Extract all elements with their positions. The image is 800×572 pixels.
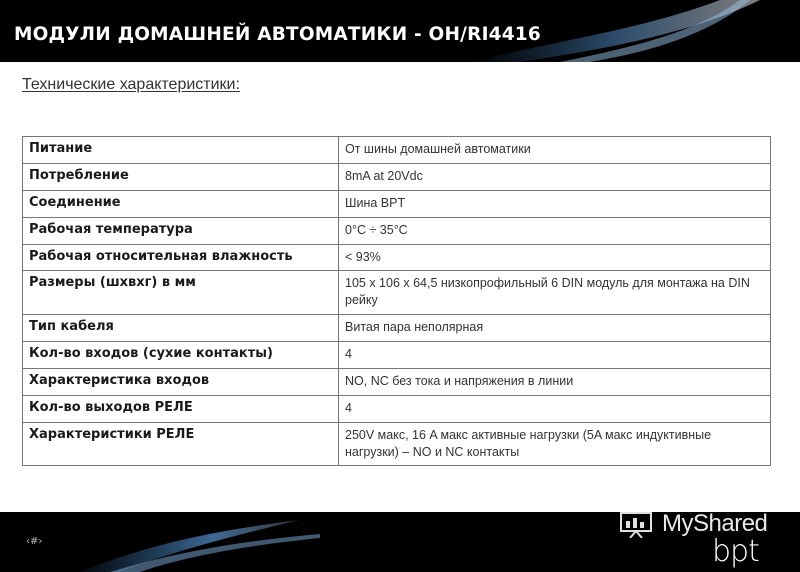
spec-value: NO, NC без тока и напряжения в линии [339,368,771,395]
spec-label: Тип кабеля [23,315,339,342]
brand-logo: bpt [712,534,759,569]
spec-value: 105 x 106 x 64,5 низкопрофильный 6 DIN модуль для монтажа на DIN рейку [339,271,771,315]
watermark-text: MyShared [662,512,768,537]
watermark-logo [618,512,778,572]
table-row [23,137,771,164]
header-bar [0,0,800,62]
spec-value: 4 [339,395,771,422]
spec-label: Питание [23,137,339,164]
footer-bar [0,512,800,572]
spec-value: 8mA at 20Vdc [339,163,771,190]
table-row [23,342,771,369]
table-row [23,217,771,244]
table-row [23,244,771,271]
spec-label: Соединение [23,190,339,217]
spec-label: Размеры (шхвхг) в мм [23,271,339,315]
specs-table [22,136,771,466]
spec-value: Шина BPT [339,190,771,217]
page-title: МОДУЛИ ДОМАШНЕЙ АВТОМАТИКИ - OH/RI4416 [14,24,541,45]
spec-value: От шины домашней автоматики [339,137,771,164]
table-row [23,395,771,422]
page-number: ‹#› [26,536,43,547]
spec-value: 4 [339,342,771,369]
table-row [23,315,771,342]
spec-label: Характеристики РЕЛЕ [23,422,339,466]
spec-value: < 93% [339,244,771,271]
spec-value: 250V макс, 16 A макс активные нагрузки (5A макс индуктивные нагрузки) – NO и NC контакты [339,422,771,466]
spec-label: Кол-во выходов РЕЛЕ [23,395,339,422]
table-row [23,422,771,466]
spec-label: Потребление [23,163,339,190]
table-row [23,271,771,315]
spec-value: 0°C ÷ 35°C [339,217,771,244]
spec-label: Рабочая относительная влажность [23,244,339,271]
spec-label: Характеристика входов [23,368,339,395]
table-row [23,190,771,217]
spec-value: Витая пара неполярная [339,315,771,342]
table-row [23,368,771,395]
table-row [23,163,771,190]
section-subtitle: Технические характеристики: [22,76,240,93]
presentation-board-icon [618,512,658,538]
spec-label: Кол-во входов (сухие контакты) [23,342,339,369]
spec-label: Рабочая температура [23,217,339,244]
